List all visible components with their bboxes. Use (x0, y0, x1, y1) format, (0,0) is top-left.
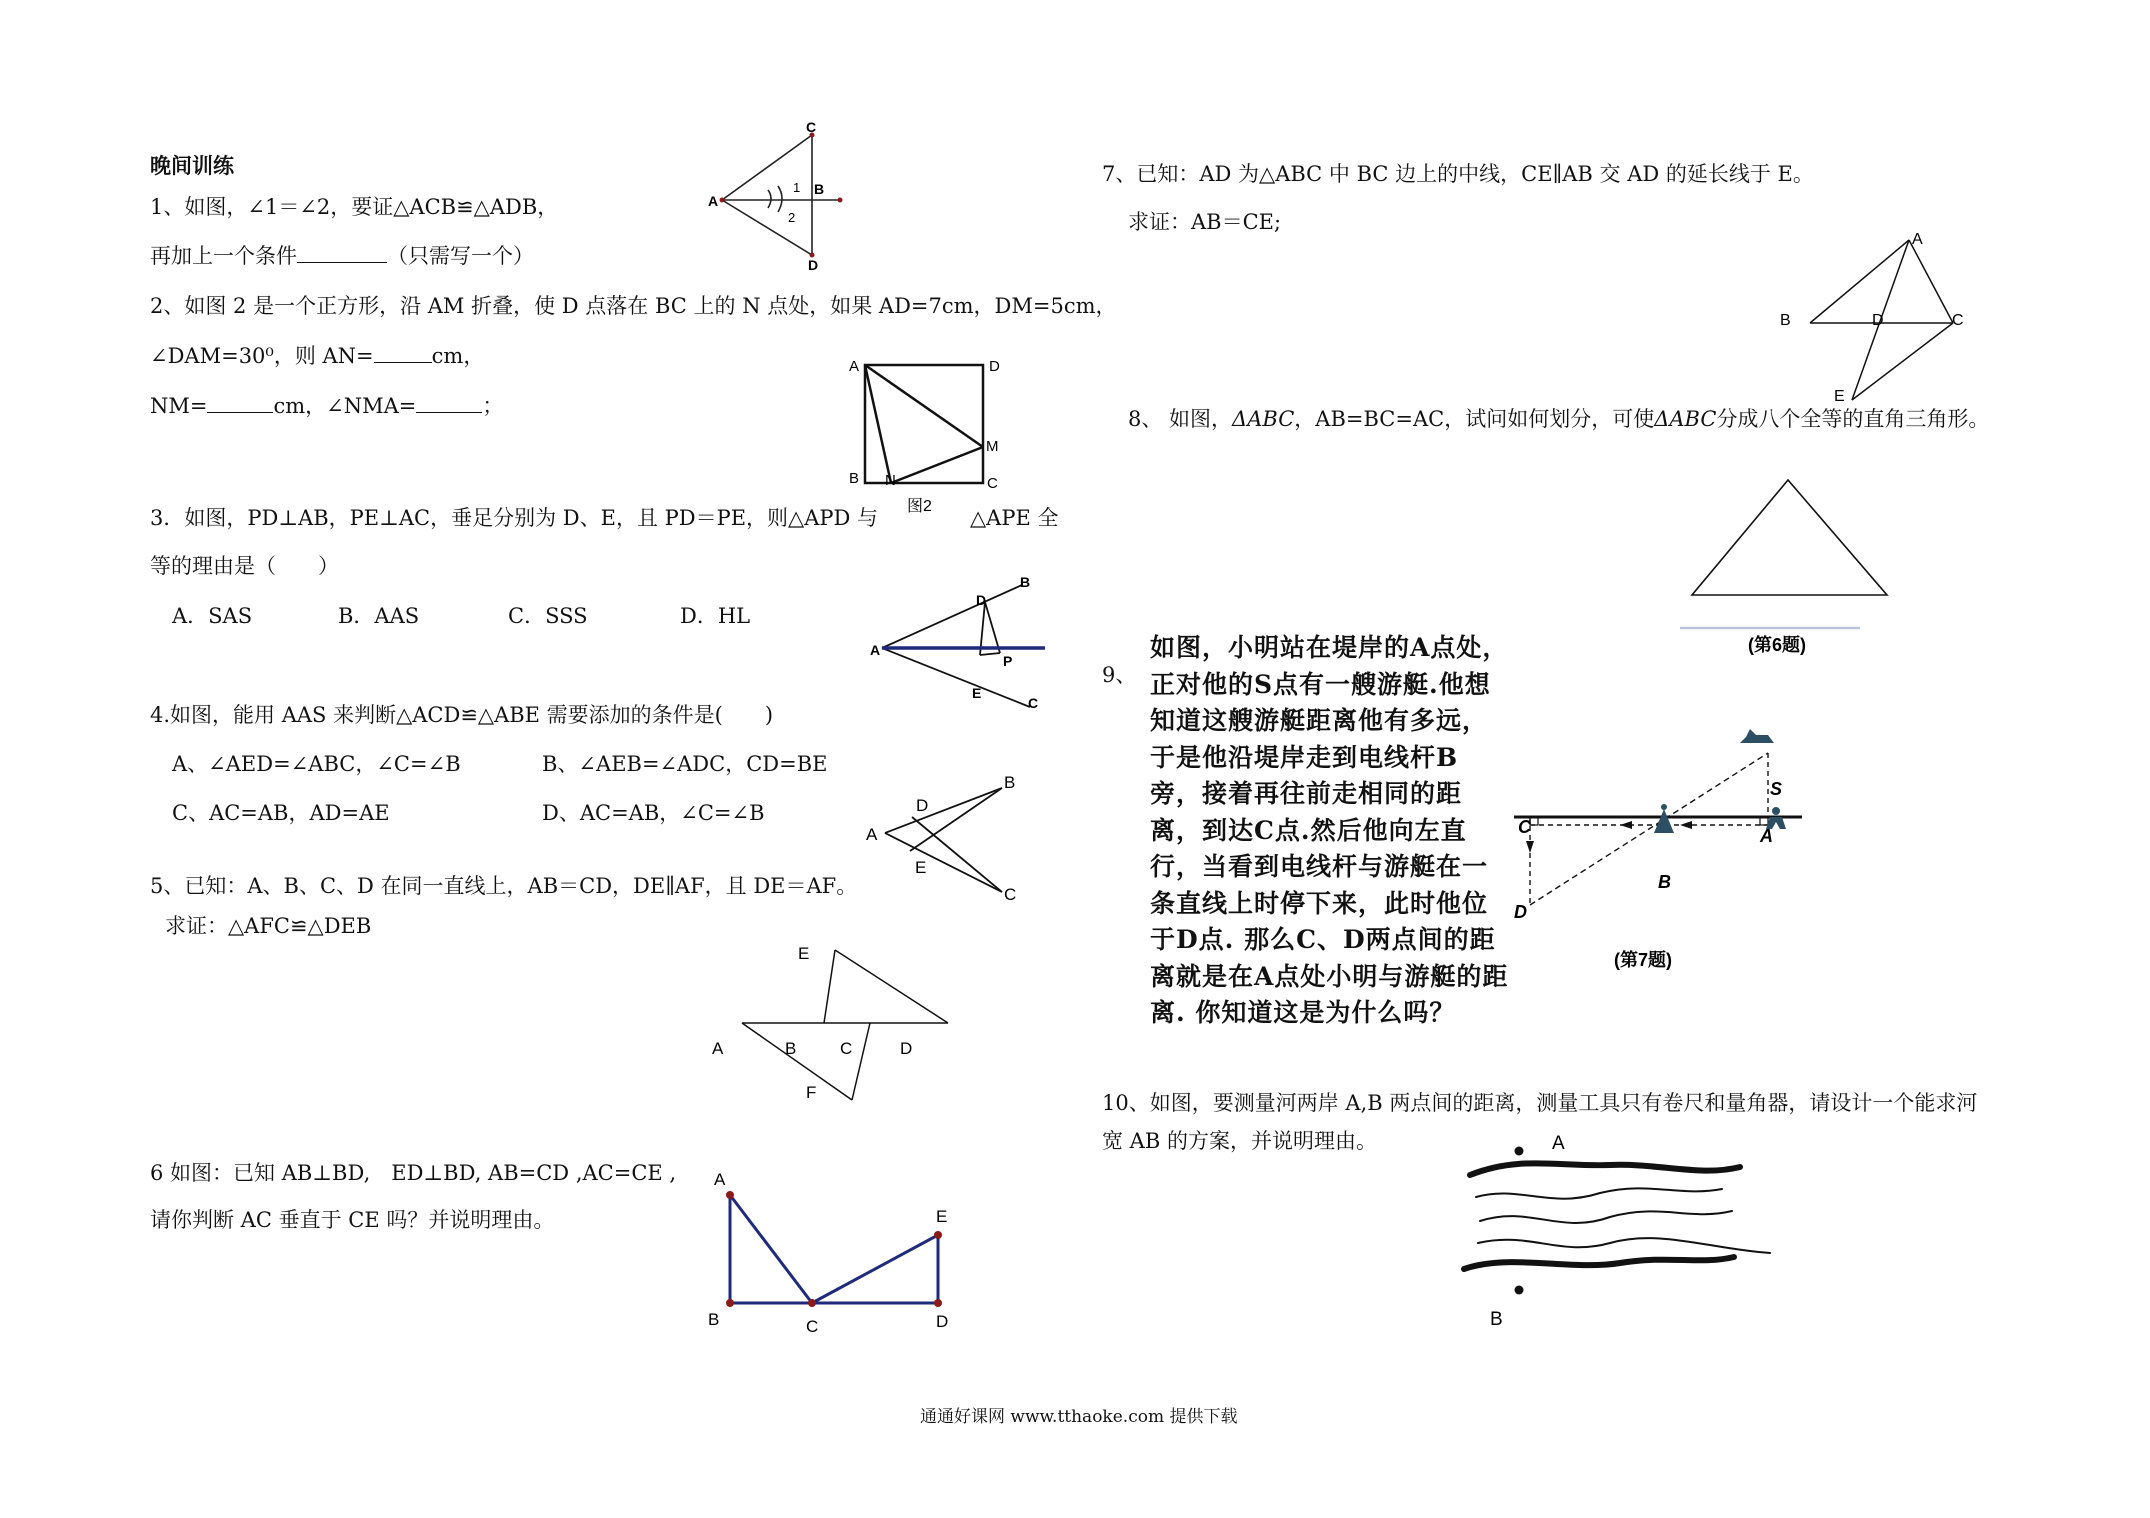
label-d: D (989, 358, 1000, 375)
q7-line2: 求证：AB＝CE; (1128, 210, 1282, 234)
q2-line3-b: cm，∠NMA= (273, 394, 417, 418)
q5-figure (700, 940, 960, 1110)
q2-line2-pre: ∠DAM=30⁰，则 AN= (150, 344, 374, 368)
q9-caption: (第7题) (1614, 950, 1672, 970)
q2-line3-c: ； (482, 394, 504, 418)
worksheet-title: 晚间训练 (150, 153, 234, 178)
answer-blank (416, 394, 482, 413)
q2-line1: 2、如图 2 是一个正方形，沿 AM 折叠，使 D 点落在 BC 上的 N 点处，如果 AD=7cm，DM=5cm， (150, 294, 1117, 318)
label-s: S (1770, 779, 1783, 799)
q1-line2-post: （只需写一个） (387, 244, 534, 268)
label-d: D (936, 1312, 949, 1331)
label-a: A (708, 193, 719, 209)
q8-triangle-symbol: ΔABC (1654, 407, 1717, 431)
label-p: P (1003, 653, 1013, 669)
q10-line2: 宽 AB 的方案，并说明理由。 (1102, 1129, 1377, 1153)
label-d: D (976, 592, 987, 608)
q2-line2 (150, 343, 484, 369)
label-b: B (1780, 312, 1791, 329)
label-a: A (1912, 231, 1923, 248)
q6-line1: 6 如图：已知 AB⊥BD, ED⊥BD, AB=CD ,AC=CE , (150, 1161, 677, 1185)
q3-figure (870, 575, 1050, 720)
q4-option-d: D、AC=AB，∠C=∠B (542, 801, 765, 825)
q3-line1-tail: △APE 全 (970, 506, 1059, 530)
q10-figure (1450, 1125, 1780, 1335)
label-a: A (866, 825, 878, 844)
label-a: A (1760, 826, 1773, 846)
fig2-caption: 图2 (907, 498, 932, 515)
q7-line1: 7、已知：AD 为△ABC 中 BC 边上的中线，CE∥AB 交 AD 的延长线于 E。 (1102, 162, 1814, 186)
label-e: E (915, 858, 927, 877)
q3-option-d: D．HL (680, 604, 751, 628)
q8-line1-mid: ，AB=BC=AC，试问如何划分，可使 (1294, 407, 1655, 431)
label-b: B (849, 470, 860, 487)
q1-figure (700, 119, 860, 273)
label-e: E (1834, 388, 1845, 405)
label-b: B (1020, 574, 1031, 590)
q4-line1: 4.如图，能用 AAS 来判断△ACD≌△ABE 需要添加的条件是( ) (150, 703, 774, 727)
label-a: A (1552, 1133, 1565, 1154)
label-d: D (1514, 902, 1527, 922)
footer-credit: 通通好课网 www.tthaoke.com 提供下载 (920, 1407, 1238, 1427)
label-a: A (849, 358, 860, 375)
label-c: C (1004, 885, 1017, 904)
q9-number: 9、 (1102, 663, 1137, 687)
q9-figure (1510, 725, 1810, 980)
label-d: D (1872, 312, 1884, 329)
q6-line2: 请你判断 AC 垂直于 CE 吗？并说明理由。 (150, 1208, 555, 1232)
label-e: E (972, 685, 982, 701)
label-c: C (806, 119, 817, 135)
label-n: N (885, 472, 896, 489)
q3-option-c: C．SSS (508, 604, 588, 628)
label-b: B (1004, 773, 1016, 792)
label-c: C (806, 1317, 819, 1336)
answer-blank (374, 344, 432, 363)
label-e: E (798, 944, 810, 963)
label-c: C (1028, 695, 1039, 711)
angle-1-label: 1 (793, 180, 801, 195)
q2-line3 (150, 393, 503, 419)
label-b: B (1490, 1309, 1503, 1330)
q2-figure (845, 355, 1005, 515)
q8-caption: (第6题) (1748, 635, 1806, 655)
label-c: C (1518, 817, 1531, 837)
label-d: D (900, 1039, 913, 1058)
label-f: F (806, 1083, 817, 1102)
angle-2-label: 2 (788, 210, 796, 225)
label-d: D (808, 257, 819, 273)
q9-problem-text: 如图，小明站在堤岸的A点处，正对他的S点有一艘游艇.他想知道这艘游艇距离他有多远，于是他沿堤岸走到电线杆B旁，接着再往前走相同的距离，到达C点.然后他向左直行，当看到电线杆与游艇在一条直线上时停下来，此时他位于D点. 那么C、D两点间的距离就是在A点处小明与游艇的距离. 你知道这是为什么吗？ (1150, 633, 1509, 1027)
label-b: B (814, 181, 825, 197)
label-a: A (714, 1170, 726, 1189)
label-c: C (987, 475, 998, 492)
answer-blank (297, 244, 387, 263)
q8-line1-post: 分成八个全等的直角三角形。 (1716, 407, 1990, 431)
q8-figure (1680, 470, 1900, 655)
label-b: B (708, 1310, 720, 1329)
q4-option-b: B、∠AEB=∠ADC，CD=BE (542, 752, 828, 776)
label-a: A (870, 642, 881, 658)
label-e: E (936, 1207, 948, 1226)
label-b: B (785, 1039, 797, 1058)
q1-line2 (150, 243, 534, 269)
q1-line2-pre: 再加上一个条件 (150, 244, 297, 268)
q3-option-a: A．SAS (172, 604, 253, 628)
q8-triangle-symbol: ΔABC (1232, 407, 1295, 431)
label-d: D (916, 796, 929, 815)
label-a: A (712, 1039, 724, 1058)
q6-figure (700, 1165, 960, 1335)
q4-figure (860, 760, 1030, 910)
label-c: C (1952, 312, 1964, 329)
label-c: C (840, 1039, 853, 1058)
q8-line1-pre: 8、 如图， (1128, 407, 1233, 431)
q2-line2-post: cm， (431, 344, 485, 368)
q3-line1: 3．如图，PD⊥AB，PE⊥AC，垂足分别为 D、E，且 PD＝PE，则△APD 与 (150, 506, 879, 530)
q1-line1: 1、如图，∠1＝∠2，要证△ACB≌△ADB， (150, 195, 559, 219)
q10-line1: 10、如图，要测量河两岸 A,B 两点间的距离，测量工具只有卷尺和量角器，请设计一个能求河 (1102, 1091, 1978, 1115)
q3-option-b: B．AAS (338, 604, 420, 628)
q4-option-c: C、AC=AB，AD=AE (172, 801, 390, 825)
q4-option-a: A、∠AED=∠ABC，∠C=∠B (172, 752, 461, 776)
answer-blank (207, 394, 273, 413)
label-b: B (1658, 872, 1671, 892)
q3-line2: 等的理由是（ ） (150, 554, 339, 578)
q5-line2: 求证：△AFC≌△DEB (165, 914, 372, 938)
q7-figure (1770, 228, 1980, 413)
q2-line3-a: NM= (150, 394, 208, 418)
label-m: M (986, 438, 999, 455)
q5-line1: 5、已知：A、B、C、D 在同一直线上，AB＝CD，DE∥AF，且 DE＝AF。 (150, 874, 858, 898)
